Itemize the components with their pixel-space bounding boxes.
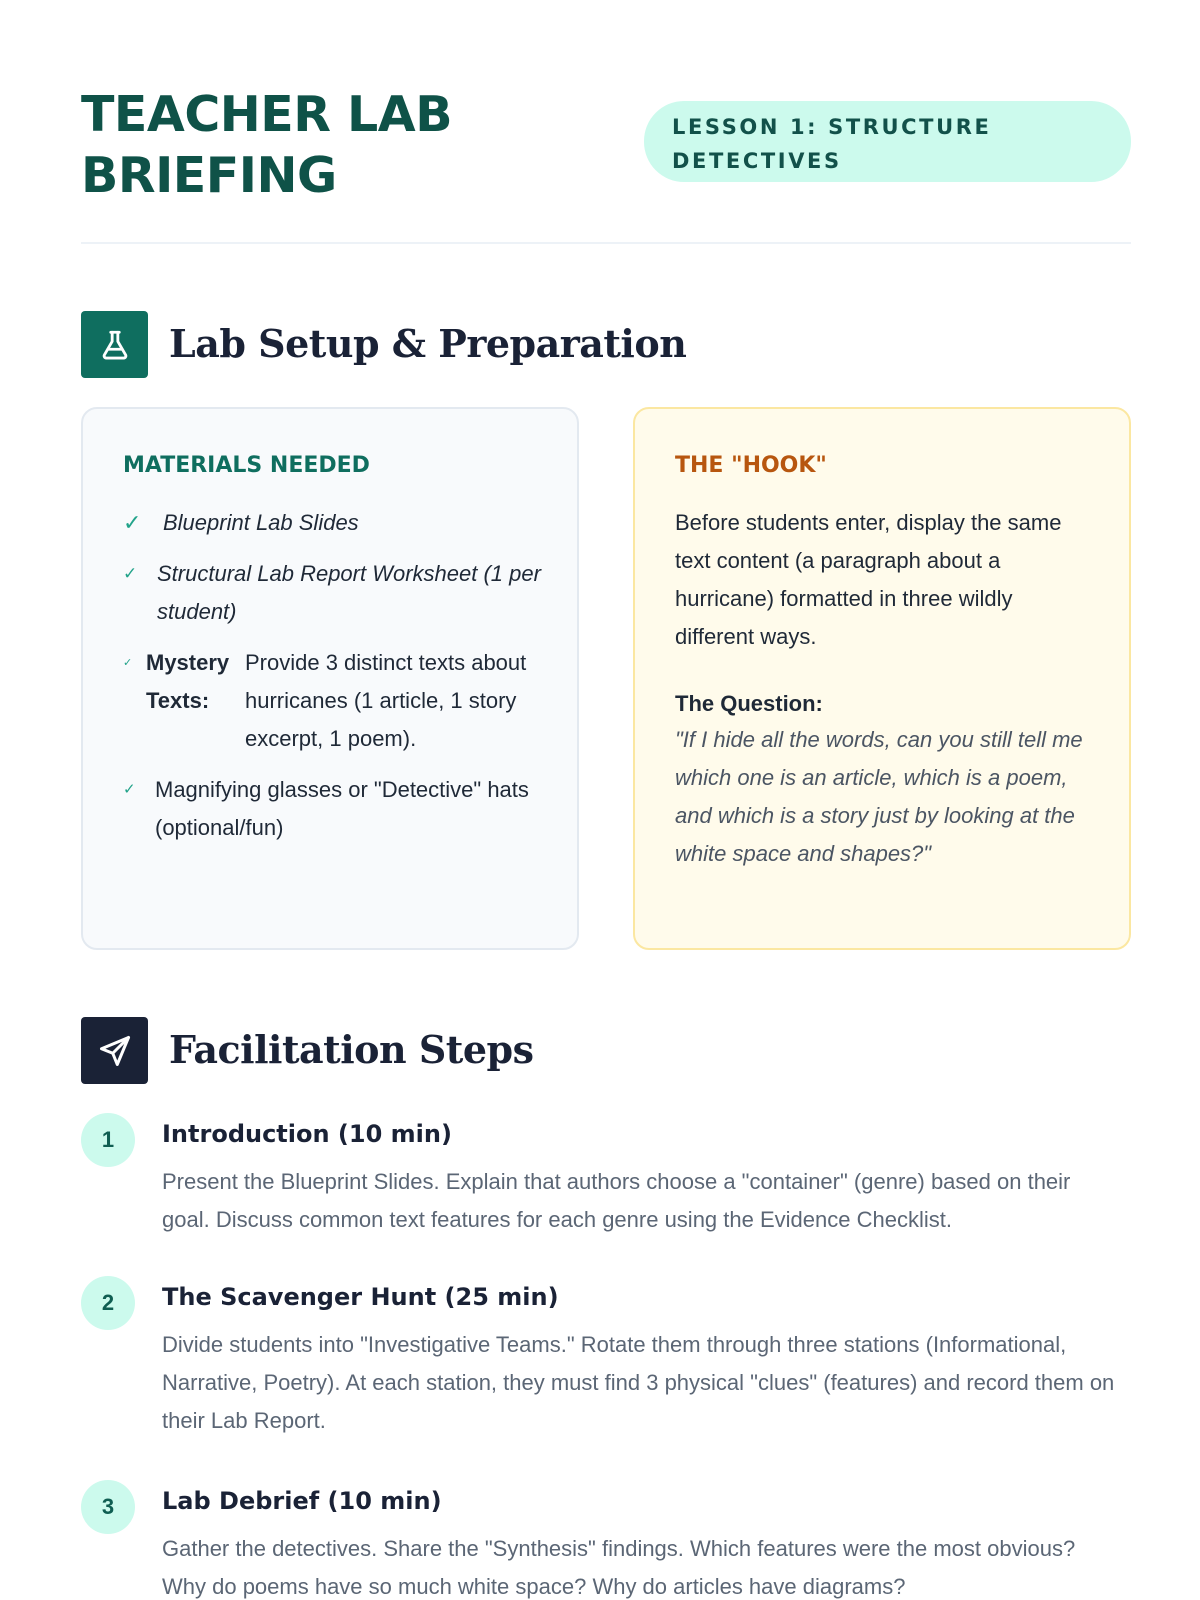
page-header	[81, 82, 1131, 202]
materials-list	[123, 504, 543, 847]
list-item	[123, 644, 543, 758]
materials-heading: MATERIALS NEEDED	[123, 453, 370, 478]
hook-card	[633, 407, 1131, 950]
lab-setup-section-header	[81, 311, 1131, 378]
step-description: Divide students into "Investigative Teams." Rotate them through three stations (Informational, Narrative, Poetry). At each station, they must find 3 physical "clues" (features) and record them on their Lab Report.	[162, 1332, 1115, 1433]
check-icon: ✓	[123, 657, 133, 669]
question-label: The Question:	[675, 691, 823, 716]
paper-plane-icon	[81, 1017, 148, 1084]
list-item	[123, 771, 543, 847]
material-text: Structural Lab Report Worksheet (1 per student)	[157, 561, 541, 624]
question-text: "If I hide all the words, can you still tell me which one is an article, which is a poem, and which is a story just by looking at the white space and shapes?"	[675, 727, 1083, 866]
step-3	[81, 1480, 1131, 1600]
check-icon: ✓	[123, 510, 142, 535]
material-text: Magnifying glasses or "Detective" hats (optional/fun)	[155, 777, 529, 840]
step-title: Lab Debrief (10 min)	[162, 1487, 442, 1515]
page-title: TEACHER LAB BRIEFING	[81, 86, 453, 204]
lesson-badge: LESSON 1: STRUCTURE DETECTIVES	[644, 101, 1131, 182]
list-item	[123, 504, 543, 542]
step-description: Gather the detectives. Share the "Synthesis" findings. Which features were the most obvious? Why do poems have so much white space? Why do articles have diagrams?	[162, 1536, 1076, 1599]
check-icon: ✓	[123, 564, 138, 583]
step-description: Present the Blueprint Slides. Explain that authors choose a "container" (genre) based on their goal. Discuss common text features for each genre using the Evidence Checklist.	[162, 1169, 1071, 1232]
header-divider	[81, 242, 1131, 244]
flask-icon	[81, 311, 148, 378]
step-number: 1	[81, 1113, 135, 1167]
step-number: 2	[81, 1276, 135, 1330]
step-number: 3	[81, 1480, 135, 1534]
hook-text: Before students enter, display the same text content (a paragraph about a hurricane) formatted in three wildly different ways.	[675, 510, 1062, 649]
facilitation-section-header	[81, 1017, 1131, 1084]
material-label: Mystery Texts:	[146, 650, 230, 713]
step-2	[81, 1276, 1131, 1436]
material-text: Provide 3 distinct texts about hurricanes (1 article, 1 story excerpt, 1 poem).	[245, 650, 527, 751]
list-item	[123, 555, 543, 631]
step-title: The Scavenger Hunt (25 min)	[162, 1283, 559, 1311]
materials-card	[81, 407, 579, 950]
material-text: Blueprint Lab Slides	[163, 510, 359, 535]
step-1	[81, 1113, 1131, 1233]
step-title: Introduction (10 min)	[162, 1120, 452, 1148]
hook-heading: THE "HOOK"	[675, 453, 827, 478]
check-icon: ✓	[123, 781, 136, 798]
lab-setup-title: Lab Setup & Preparation	[169, 321, 687, 366]
facilitation-title: Facilitation Steps	[169, 1027, 534, 1072]
